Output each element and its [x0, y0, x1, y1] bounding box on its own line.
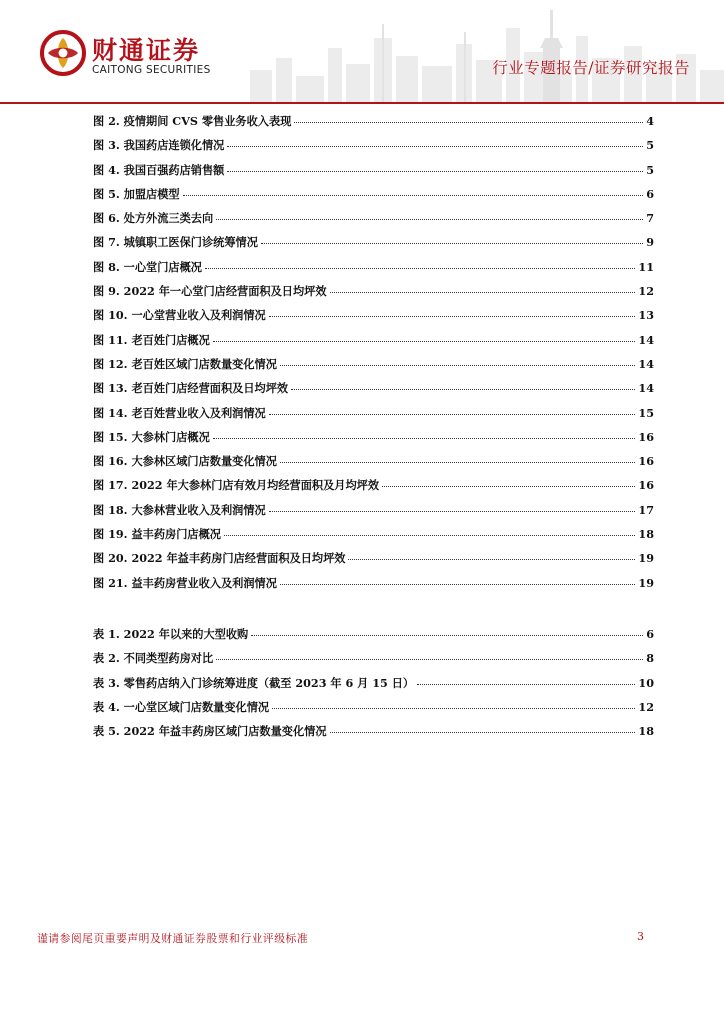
dot-leader — [330, 732, 636, 733]
toc-entry-page: 9 — [646, 235, 654, 250]
toc-entry-label: 图 4. 我国百强药店销售额 — [93, 162, 225, 177]
dot-leader — [227, 146, 643, 147]
toc-entry[interactable] — [93, 380, 654, 404]
dot-leader — [417, 684, 635, 685]
toc-entry-label: 表 2. 不同类型药房对比 — [93, 651, 214, 666]
toc-entry-label: 图 12. 老百姓区域门店数量变化情况 — [93, 356, 277, 371]
toc-entry-page: 6 — [646, 627, 654, 641]
dot-leader — [183, 195, 644, 196]
toc-entry-label: 图 19. 益丰药房门店概况 — [93, 527, 221, 542]
toc-entry-label: 图 8. 一心堂门店概况 — [93, 259, 202, 274]
toc-entry[interactable] — [93, 113, 654, 137]
toc-entry-label: 图 15. 大参林门店概况 — [93, 429, 210, 444]
toc-entry-page: 16 — [638, 454, 654, 469]
toc-entry[interactable] — [93, 477, 654, 501]
dot-leader — [382, 486, 635, 487]
toc-entry-label: 图 13. 老百姓门店经营面积及日均坪效 — [93, 381, 289, 396]
toc-entry-page: 6 — [646, 186, 654, 201]
toc-entry-label: 图 17. 2022 年大参林门店有效月均经营面积及月均坪效 — [93, 478, 380, 493]
toc-entry-label: 图 11. 老百姓门店概况 — [93, 332, 210, 347]
toc-entry-page: 16 — [638, 478, 654, 493]
toc-entry-page: 18 — [638, 527, 654, 542]
toc-entry[interactable] — [93, 526, 654, 550]
toc-entry-label: 表 4. 一心堂区域门店数量变化情况 — [93, 699, 270, 714]
dot-leader — [291, 389, 635, 390]
toc-entry[interactable] — [93, 405, 654, 429]
toc-entry-label: 图 18. 大参林营业收入及利润情况 — [93, 502, 266, 517]
dot-leader — [205, 268, 635, 269]
toc-entry-page: 11 — [638, 259, 654, 274]
toc-entry[interactable] — [93, 259, 654, 283]
disclaimer-note: 谨请参阅尾页重要声明及财通证券股票和行业评级标准 — [37, 932, 309, 945]
toc-entry[interactable] — [93, 356, 654, 380]
dot-leader — [294, 122, 643, 123]
toc-entry-label: 表 5. 2022 年益丰药房区域门店数量变化情况 — [93, 724, 327, 739]
logo-text-cn: 财通证券 — [92, 36, 201, 65]
toc-entry-label: 图 9. 2022 年一心堂门店经营面积及日均坪效 — [93, 284, 327, 299]
dot-leader — [213, 438, 636, 439]
toc-entry-label: 图 6. 处方外流三类去向 — [93, 211, 214, 226]
dot-leader — [216, 219, 643, 220]
toc-entry[interactable] — [93, 675, 654, 699]
toc-entry-page: 5 — [646, 138, 654, 153]
toc-entry[interactable] — [93, 307, 654, 331]
toc-entry-label: 图 3. 我国药店连锁化情况 — [93, 138, 225, 153]
dot-leader — [280, 462, 636, 463]
toc-entry-label: 表 3. 零售药店纳入门诊统筹进度（截至 2023 年 6 月 15 日） — [93, 675, 415, 690]
dot-leader — [280, 365, 636, 366]
header-divider — [0, 102, 724, 104]
toc-entry-label: 图 14. 老百姓营业收入及利润情况 — [93, 405, 266, 420]
toc-entry-page: 14 — [638, 381, 654, 396]
toc-entry-page: 17 — [638, 502, 654, 517]
dot-leader — [348, 559, 635, 560]
toc-entry-label: 图 2. 疫情期间 CVS 零售业务收入表现 — [93, 114, 292, 128]
toc-entry-page: 7 — [646, 211, 654, 226]
dot-leader — [227, 171, 643, 172]
toc-entry-page: 16 — [638, 429, 654, 444]
toc-entry[interactable] — [93, 234, 654, 258]
dot-leader — [269, 316, 636, 317]
caitong-logo-icon — [40, 30, 86, 76]
dot-leader — [330, 292, 636, 293]
toc-entry[interactable] — [93, 502, 654, 526]
toc-entry-label: 图 20. 2022 年益丰药房门店经营面积及日均坪效 — [93, 551, 346, 566]
toc-entry-label: 图 10. 一心堂营业收入及利润情况 — [93, 308, 266, 323]
toc-entry-page: 13 — [638, 308, 654, 323]
toc-entry[interactable] — [93, 699, 654, 723]
toc-entry-page: 8 — [646, 651, 654, 666]
dot-leader — [269, 414, 636, 415]
dot-leader — [272, 708, 635, 709]
toc-entry[interactable] — [93, 626, 654, 650]
toc-entry[interactable] — [93, 650, 654, 674]
toc-entry[interactable] — [93, 723, 654, 747]
toc-entry-page: 10 — [638, 675, 654, 690]
dot-leader — [213, 341, 636, 342]
dot-leader — [261, 243, 643, 244]
toc-entry-label: 图 16. 大参林区域门店数量变化情况 — [93, 454, 277, 469]
page-number: 3 — [637, 930, 644, 943]
toc-entry-page: 12 — [638, 699, 654, 714]
toc-entry[interactable] — [93, 283, 654, 307]
toc-entry[interactable] — [93, 550, 654, 574]
figure-index-list — [93, 113, 654, 599]
toc-entry-label: 表 1. 2022 年以来的大型收购 — [93, 627, 249, 641]
toc-entry-page: 19 — [638, 575, 654, 590]
page-header — [0, 0, 724, 104]
toc-entry-page: 14 — [638, 356, 654, 371]
toc-entry-page: 12 — [638, 284, 654, 299]
dot-leader — [280, 584, 636, 585]
toc-entry-page: 14 — [638, 332, 654, 347]
dot-leader — [269, 511, 636, 512]
dot-leader — [251, 635, 643, 636]
toc-entry[interactable] — [93, 186, 654, 210]
toc-entry[interactable] — [93, 162, 654, 186]
dot-leader — [224, 535, 635, 536]
toc-entry[interactable] — [93, 575, 654, 599]
toc-entry[interactable] — [93, 453, 654, 477]
toc-entry-label: 图 5. 加盟店模型 — [93, 186, 180, 201]
toc-entry-page: 5 — [646, 162, 654, 177]
dot-leader — [216, 659, 643, 660]
toc-entry-page: 4 — [646, 114, 654, 128]
toc-entry[interactable] — [93, 137, 654, 161]
logo-text-en: CAITONG SECURITIES — [92, 64, 211, 76]
toc-entry-page: 19 — [638, 551, 654, 566]
toc-entry-label: 图 21. 益丰药房营业收入及利润情况 — [93, 575, 277, 590]
toc-entry[interactable] — [93, 429, 654, 453]
toc-entry-page: 15 — [638, 405, 654, 420]
report-type-title: 行业专题报告/证券研究报告 — [492, 59, 690, 77]
toc-entry-label: 图 7. 城镇职工医保门诊统筹情况 — [93, 235, 258, 250]
toc-entry-page: 18 — [638, 724, 654, 739]
toc-entry[interactable] — [93, 210, 654, 234]
toc-entry[interactable] — [93, 332, 654, 356]
table-index-list — [93, 626, 654, 747]
